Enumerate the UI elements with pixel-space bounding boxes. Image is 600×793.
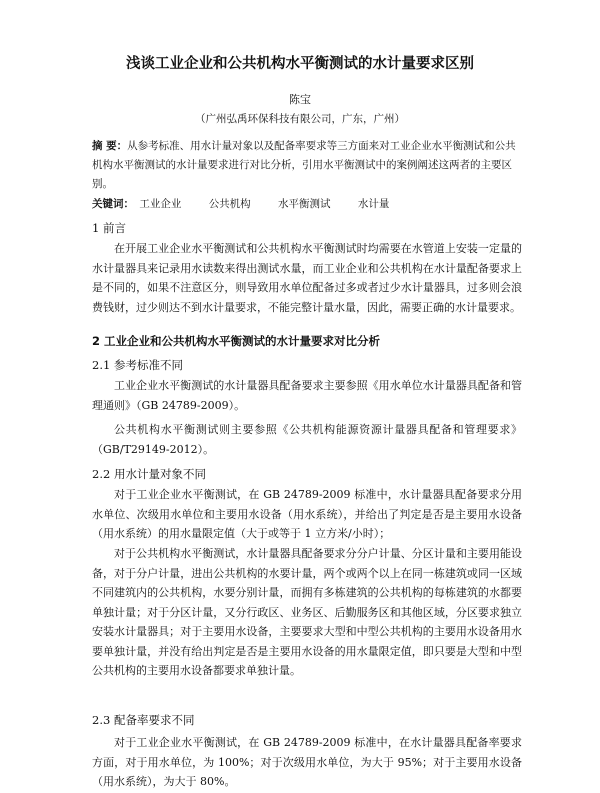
keyword: 公共机构 [208,198,251,210]
abstract-text: 从参考标准、用水计量对象以及配备率要求等三方面来对工业企业水平衡测试和公共机构水平衡测试的水计量要求进行对比分析，引用水平衡测试中的案例阐述这两者的主要区别。 [92,140,516,190]
paragraph: 对于工业企业水平衡测试，在 GB 24789-2009 标准中，在水计量器具配备率要求方面，对于用水单位，为 100%；对于次级用水单位，为大于 95%；对于主要用水设备（用水系统），为大于 80%。 [92,736,522,788]
paragraph: 对于公共机构水平衡测试，水计量器具配备要求分分户计量、分区计量和主要用能设备，对于分户计量，进出公共机构的水要计量，两个或两个以上在同一栋建筑或同一区域不同建筑内的公共机构，水要分别计量，而拥有多栋建筑的公共机构的每栋建筑的水都要单独计量；对于分区计量，又分行政区、业务区、后勤服务区和其他区域，分区要求独立安装水计量器具；对于主要用水设备，主要要求大型和中型公共机构的主要用水设备用水要单独计量，并没有给出判定是否是主要用水设备的用水量限定值，即只要是大型和中型公共机构的主要用水设备都要求单独计量。 [92,547,522,677]
paragraph: 公共机构水平衡测试则主要参照《公共机构能源资源计量器具配备和管理要求》（GB/T29149-2012）。 [92,423,522,456]
subsection-heading-2-2: 2.2 用水计量对象不同 [92,467,206,481]
subsection-heading-2-1: 2.1 参考标准不同 [92,358,183,372]
paragraph: 在开展工业企业水平衡测试和公共机构水平衡测试时均需要在水管道上安装一定量的水计量器具来记录用水读数来得出测试水量，而工业企业和公共机构在水计量配备要求上是不同的，如果不注意区分，则导致用水单位配备过多或者过少水计量器具，过多则会浪费钱财，过少则达不到水计量要求，不能完整计量水量，因此，需要正确的水计量要求。 [92,242,522,314]
paragraph: 工业企业水平衡测试的水计量器具配备要求主要参照《用水单位水计量器具配备和管理通则》（GB 24789-2009）。 [92,379,522,412]
abstract [92,137,522,194]
keyword: 工业企业 [139,198,182,210]
keyword: 水平衡测试 [278,198,331,210]
paper-title: 浅谈工业企业和公共机构水平衡测试的水计量要求区别 [126,56,474,72]
section-heading-1: 1 前言 [92,221,126,235]
keyword: 水计量 [357,198,390,210]
paragraph: 对于工业企业水平衡测试，在 GB 24789-2009 标准中，水计量器具配备要求分用水单位、次级用水单位和主要用水设备（用水系统），并给出了判定是否是主要用水设备（用水系统）的用水量限定值（大于或等于 1 立方米/小时）； [92,488,522,540]
abstract-label: 摘 要： [92,140,128,152]
keywords [92,196,522,211]
author-name: 陈宝 [289,93,311,106]
keywords-label: 关键词： [92,198,134,210]
section-heading-2: 2 工业企业和公共机构水平衡测试的水计量要求对比分析 [92,334,381,348]
subsection-heading-2-3: 2.3 配备率要求不同 [92,713,195,727]
author-affiliation: （广州弘禹环保科技有限公司，广东，广州） [195,113,405,125]
